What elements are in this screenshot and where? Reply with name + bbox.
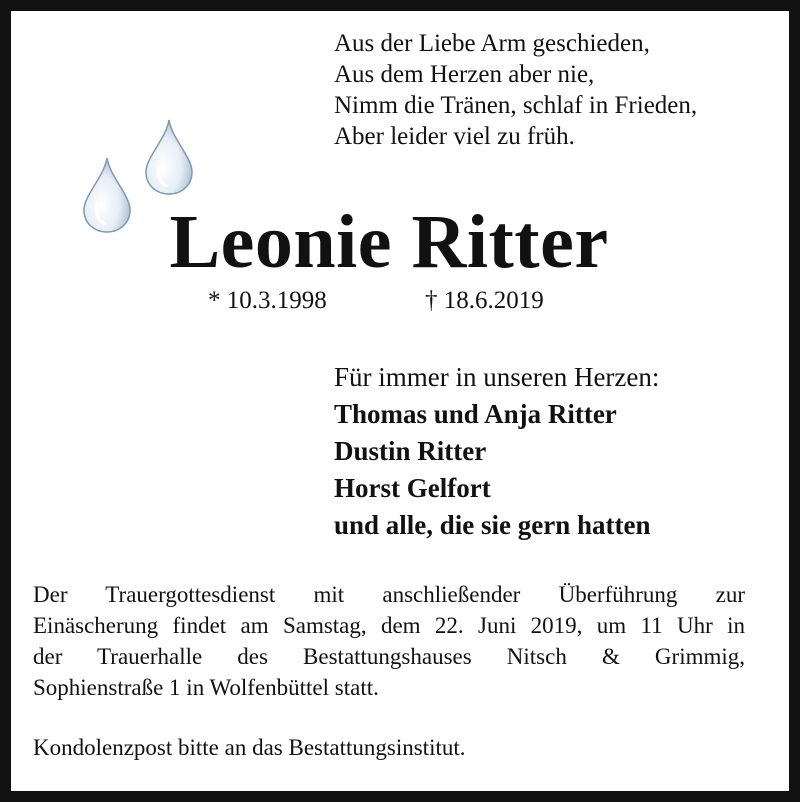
mourner-name: und alle, die sie gern hatten [334,510,651,540]
service-announcement [33,579,745,703]
birth-date: * 10.3.1998 [208,287,327,314]
poem-line: Aus der Liebe Arm geschieden, [334,30,650,57]
deceased-name: Leonie Ritter [169,200,609,284]
mourner-name: Thomas und Anja Ritter [334,399,617,429]
mourner-name: Dustin Ritter [334,436,487,466]
condolence-note: Kondolenzpost bitte an das Bestattungsinstitut. [33,735,466,760]
poem-line: Aber leider viel zu früh. [334,123,575,150]
death-date: † 18.6.2019 [425,287,544,314]
service-line: Sophienstraße 1 in Wolfenbüttel statt. [33,675,379,700]
mourner-name: Horst Gelfort [334,473,491,503]
poem [334,28,697,152]
poem-line: Aus dem Herzen aber nie, [334,61,595,88]
poem-line: Nimm die Tränen, schlaf in Frieden, [334,92,698,119]
mourners-list [334,359,659,544]
service-line: Einäscherung findet am Samstag, dem 22. Juni 2019, um 11 Uhr in [33,613,745,638]
teardrop-icon [142,117,196,197]
mourners-intro: Für immer in unseren Herzen: [334,362,660,392]
service-line: der Trauerhalle des Bestattungshauses Nitsch & Grimmig, [33,644,745,669]
service-line: Der Trauergottesdienst mit anschließender Überführung zur [33,582,745,607]
